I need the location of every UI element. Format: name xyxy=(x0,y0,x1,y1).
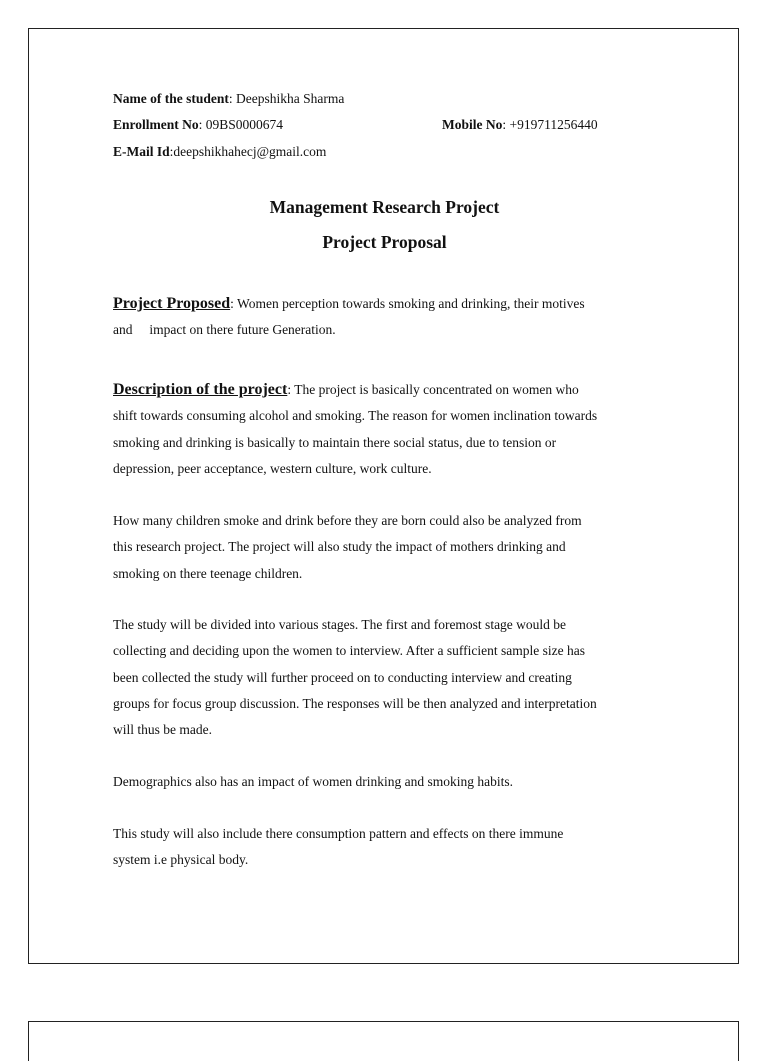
email-line xyxy=(113,144,326,160)
paragraph-line: The study will be divided into various stages. The first and foremost stage would be xyxy=(113,617,567,632)
project-proposed-section xyxy=(113,291,673,344)
description-heading: Description of the project xyxy=(113,381,288,398)
enrollment-label: Enrollment No xyxy=(113,117,199,132)
paragraph-line: How many children smoke and drink before they are born could also be analyzed from xyxy=(113,513,582,528)
student-name-line xyxy=(113,91,344,107)
paragraph-line: groups for focus group discussion. The responses will be then analyzed and interpretation xyxy=(113,695,597,711)
description-text-1: : The project is basically concentrated on women who xyxy=(287,382,579,397)
next-page-edge xyxy=(28,1021,739,1061)
description-line-2: shift towards consuming alcohol and smoking. The reason for women inclination towards xyxy=(113,408,598,424)
student-name-label: Name of the student xyxy=(113,91,229,106)
project-proposed-line-1 xyxy=(113,291,673,317)
paragraph-line: Demographics also has an impact of women drinking and smoking habits. xyxy=(113,774,514,789)
student-name-value: : Deepshikha Sharma xyxy=(228,91,345,106)
email-value: :deepshikhahecj@gmail.com xyxy=(169,144,327,159)
mobile-label: Mobile No xyxy=(442,117,503,132)
paragraph-consumption xyxy=(113,821,673,874)
main-title: Management Research Project xyxy=(269,197,500,217)
enrollment-value: : 09BS0000674 xyxy=(198,117,284,132)
sub-title: Project Proposal xyxy=(322,232,447,252)
description-line-3: smoking and drinking is basically to maintain there social status, due to tension or xyxy=(113,434,557,450)
description-section xyxy=(113,377,673,482)
paragraph-demographics xyxy=(113,769,673,795)
paragraph-line: been collected the study will further proceed on to conducting interview and creating xyxy=(113,669,572,685)
paragraph-children xyxy=(113,508,673,587)
paragraph-line: this research project. The project will also study the impact of mothers drinking and xyxy=(113,539,566,555)
paragraph-line: will thus be made. xyxy=(113,722,212,738)
description-line-4: depression, peer acceptance, western culture, work culture. xyxy=(113,460,432,476)
mobile-value: : +919711256440 xyxy=(502,117,598,132)
project-proposed-line-2: and impact on there future Generation. xyxy=(113,322,336,338)
document-page xyxy=(28,28,739,964)
mobile-line xyxy=(442,117,598,133)
project-proposed-text-1: : Women perception towards smoking and drinking, their motives xyxy=(230,296,585,311)
project-proposed-heading: Project Proposed xyxy=(113,295,231,312)
description-line-1 xyxy=(113,377,673,403)
paragraph-study-stages xyxy=(113,612,673,743)
paragraph-line: smoking on there teenage children. xyxy=(113,565,303,581)
email-label: E-Mail Id xyxy=(113,144,170,159)
paragraph-line: collecting and deciding upon the women to interview. After a sufficient sample size has xyxy=(113,643,585,659)
paragraph-line: system i.e physical body. xyxy=(113,852,249,868)
enrollment-line xyxy=(113,117,283,133)
paragraph-line: This study will also include there consumption pattern and effects on there immune xyxy=(113,826,564,841)
